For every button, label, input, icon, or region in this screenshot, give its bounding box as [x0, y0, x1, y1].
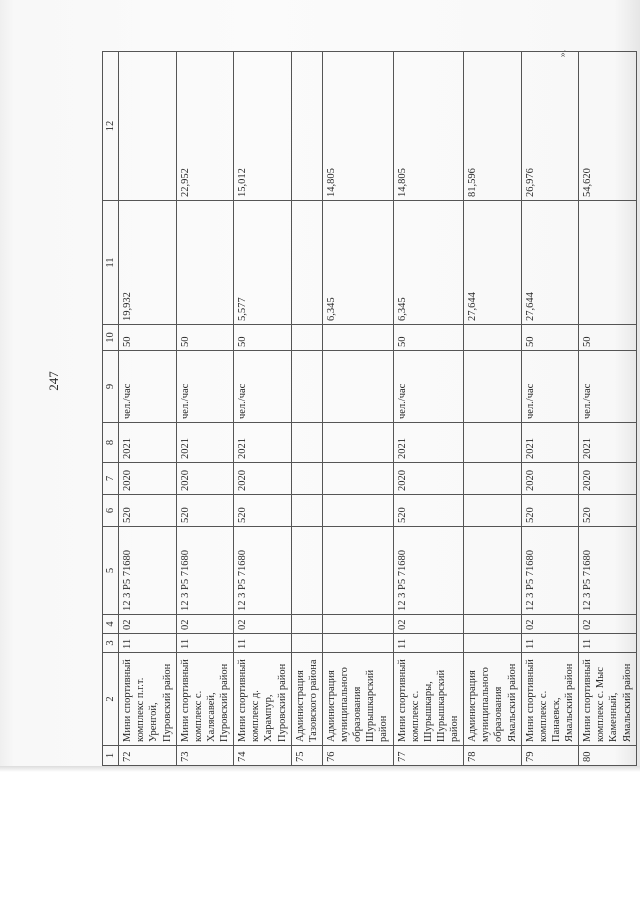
table-cell-c3: 11 — [579, 634, 637, 653]
table-row — [464, 52, 522, 766]
table-cell-c12 — [119, 52, 177, 201]
table-cell-c8 — [464, 423, 522, 463]
table-cell-c12: 81,596 — [464, 52, 522, 201]
column-header: 7 — [103, 463, 119, 495]
table-cell-c7: 2020 — [176, 463, 234, 495]
column-header: 1 — [103, 746, 119, 766]
column-header: 11 — [103, 201, 119, 325]
table-cell-c4 — [291, 615, 322, 634]
table-cell-name: Мини спортивный комплекс с. Панаевск, Ямальский район — [521, 653, 579, 746]
page-number: 247 — [46, 371, 61, 391]
table-cell-c6: 520 — [579, 495, 637, 527]
table-cell-c5: 12 3 P5 71680 — [234, 527, 292, 615]
table-cell-c12: 14,805 — [322, 52, 393, 201]
table-cell-c4: 02 — [119, 615, 177, 634]
table-cell-c9 — [291, 351, 322, 423]
document-table — [102, 51, 637, 766]
column-header: 9 — [103, 351, 119, 423]
table-cell-c9: чел./час — [234, 351, 292, 423]
table-cell-no: 74 — [234, 746, 292, 766]
table-row — [393, 52, 464, 766]
header-row — [103, 52, 119, 766]
table-cell-c11 — [176, 201, 234, 325]
table-cell-c11: 5,577 — [234, 201, 292, 325]
table-cell-c9 — [322, 351, 393, 423]
table-cell-c10: 50 — [119, 325, 177, 351]
column-header: 12 — [103, 52, 119, 201]
table-cell-c10: 50 — [176, 325, 234, 351]
table-cell-c6 — [464, 495, 522, 527]
table-row — [119, 52, 177, 766]
table-cell-c6: 520 — [234, 495, 292, 527]
table-cell-c8: 2021 — [521, 423, 579, 463]
table-row — [176, 52, 234, 766]
table-cell-c10: 50 — [579, 325, 637, 351]
table-cell-c10 — [291, 325, 322, 351]
table-cell-c3 — [291, 634, 322, 653]
table-cell-c8 — [291, 423, 322, 463]
table-cell-no: 73 — [176, 746, 234, 766]
table-cell-no: 76 — [322, 746, 393, 766]
table-cell-name: Мини спортивный комплекс с. Шурышкары, Шурышкарский район — [393, 653, 464, 746]
column-header: 6 — [103, 495, 119, 527]
table-cell-c9: чел./час — [579, 351, 637, 423]
table-cell-c7: 2020 — [119, 463, 177, 495]
table-cell-c5 — [322, 527, 393, 615]
corner-mark: ». — [557, 49, 569, 58]
table-cell-c5: 12 3 P5 71680 — [521, 527, 579, 615]
table-cell-c4: 02 — [521, 615, 579, 634]
table-cell-c8: 2021 — [579, 423, 637, 463]
column-header: 2 — [103, 653, 119, 746]
table-cell-c10: 50 — [393, 325, 464, 351]
table-cell-c4 — [322, 615, 393, 634]
table-cell-c5: 12 3 P5 71680 — [579, 527, 637, 615]
table-cell-c5 — [291, 527, 322, 615]
table-cell-c3 — [322, 634, 393, 653]
table-cell-c9: чел./час — [119, 351, 177, 423]
table-row — [291, 52, 322, 766]
table-row — [322, 52, 393, 766]
table-cell-c7 — [322, 463, 393, 495]
table-cell-c6 — [291, 495, 322, 527]
table-cell-c6 — [322, 495, 393, 527]
table-cell-c9: чел./час — [393, 351, 464, 423]
table-cell-no: 77 — [393, 746, 464, 766]
table-cell-c6: 520 — [521, 495, 579, 527]
table-cell-c3: 11 — [393, 634, 464, 653]
table-cell-c12: 26,976 — [521, 52, 579, 201]
table-cell-c10: 50 — [521, 325, 579, 351]
table-cell-c3: 11 — [234, 634, 292, 653]
table-cell-c7 — [291, 463, 322, 495]
table-cell-no: 75 — [291, 746, 322, 766]
table-cell-c4 — [464, 615, 522, 634]
table-cell-c10: 50 — [234, 325, 292, 351]
table-cell-c11: 27,644 — [521, 201, 579, 325]
table-cell-c11 — [579, 201, 637, 325]
table-cell-no: 78 — [464, 746, 522, 766]
table-cell-c8: 2021 — [234, 423, 292, 463]
column-header: 10 — [103, 325, 119, 351]
table-cell-c8 — [322, 423, 393, 463]
table-cell-c11: 6,345 — [322, 201, 393, 325]
document-table-container — [102, 52, 633, 766]
table-cell-c9: чел./час — [521, 351, 579, 423]
table-cell-c3: 11 — [176, 634, 234, 653]
table-cell-c4: 02 — [579, 615, 637, 634]
table-cell-c9 — [464, 351, 522, 423]
table-cell-c4: 02 — [176, 615, 234, 634]
table-row — [234, 52, 292, 766]
table-cell-name: Администрация муниципального образования Шурышкарский район — [322, 653, 393, 746]
table-cell-name: Администрация муниципального образования Ямальский район — [464, 653, 522, 746]
table-cell-c6: 520 — [119, 495, 177, 527]
table-cell-c10 — [322, 325, 393, 351]
table-cell-c7: 2020 — [521, 463, 579, 495]
table-cell-c5: 12 3 P5 71680 — [119, 527, 177, 615]
table-cell-no: 80 — [579, 746, 637, 766]
table-cell-c5 — [464, 527, 522, 615]
table-cell-c4: 02 — [234, 615, 292, 634]
table-cell-c8: 2021 — [176, 423, 234, 463]
table-cell-c11 — [291, 201, 322, 325]
table-cell-c12: 22,952 — [176, 52, 234, 201]
table-cell-name: Администрация Тазовского района — [291, 653, 322, 746]
table-cell-c7: 2020 — [393, 463, 464, 495]
table-cell-c6: 520 — [393, 495, 464, 527]
table-cell-c7: 2020 — [579, 463, 637, 495]
table-cell-c9: чел./час — [176, 351, 234, 423]
table-cell-c12 — [291, 52, 322, 201]
table-cell-name: Мини спортивный комплекс д. Харампур, Пуровский район — [234, 653, 292, 746]
table-cell-c5: 12 3 P5 71680 — [176, 527, 234, 615]
table-cell-c7: 2020 — [234, 463, 292, 495]
table-cell-c7 — [464, 463, 522, 495]
table-cell-c10 — [464, 325, 522, 351]
table-cell-c8: 2021 — [393, 423, 464, 463]
table-cell-c5: 12 3 P5 71680 — [393, 527, 464, 615]
table-cell-no: 79 — [521, 746, 579, 766]
column-header: 3 — [103, 634, 119, 653]
table-cell-name: Мини спортивный комплекс с. Халясавей, Пуровский район — [176, 653, 234, 746]
column-header: 4 — [103, 615, 119, 634]
table-cell-c12: 14,805 — [393, 52, 464, 201]
table-cell-c3: 11 — [521, 634, 579, 653]
scan-edge — [0, 766, 640, 772]
table-row — [521, 52, 579, 766]
table-cell-c3: 11 — [119, 634, 177, 653]
table-cell-c3 — [464, 634, 522, 653]
column-header: 8 — [103, 423, 119, 463]
table-cell-c12: 54,620 — [579, 52, 637, 201]
table-cell-c11: 19,932 — [119, 201, 177, 325]
table-cell-c6: 520 — [176, 495, 234, 527]
table-cell-c12: 15,012 — [234, 52, 292, 201]
table-cell-name: Мини спортивный комплекс п.г.т. Уренгой, Пуровский район — [119, 653, 177, 746]
table-cell-name: Мини спортивный комплекс с. Мыс Каменный, Ямальский район — [579, 653, 637, 746]
table-row — [579, 52, 637, 766]
table-cell-c4: 02 — [393, 615, 464, 634]
column-header: 5 — [103, 527, 119, 615]
table-cell-no: 72 — [119, 746, 177, 766]
table-cell-c11: 27,644 — [464, 201, 522, 325]
table-cell-c11: 6,345 — [393, 201, 464, 325]
table-cell-c8: 2021 — [119, 423, 177, 463]
